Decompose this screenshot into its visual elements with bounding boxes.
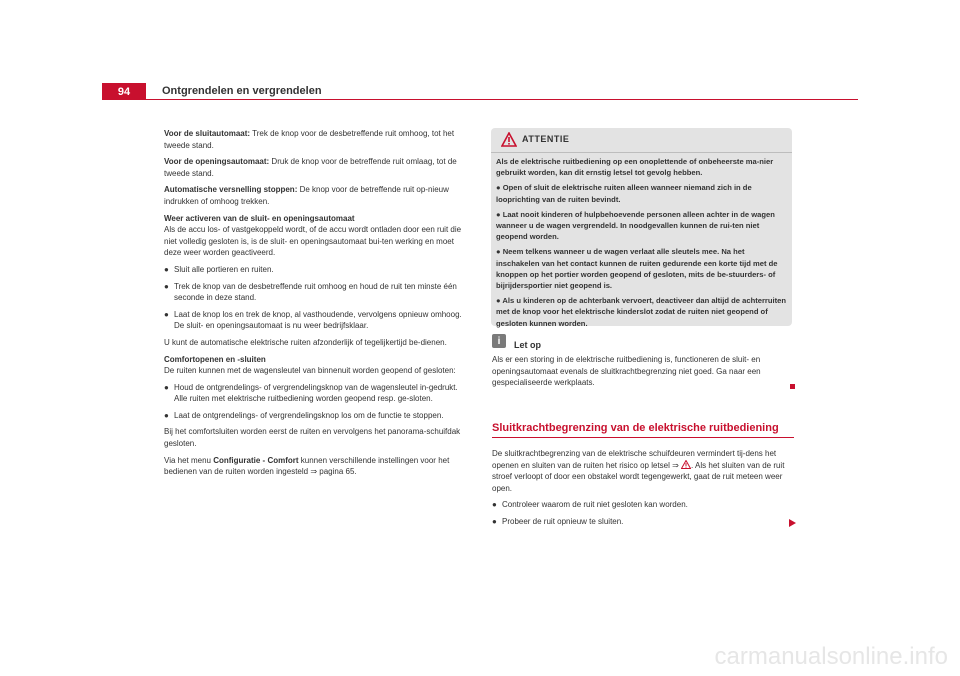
term-openingsautomaat: Voor de openingsautomaat: (164, 157, 270, 167)
bullet-dot: ● (492, 516, 497, 526)
text-sluitautomaat: Trek de knop voor de desbetreffende ruit omhoog, tot het tweede stand. (164, 129, 455, 150)
warning-header (491, 128, 792, 153)
continue-arrow-icon (789, 519, 796, 527)
section-title: Sluitkrachtbegrenzing van de elektrische ruitbediening (492, 422, 779, 434)
header-rule (146, 99, 858, 100)
paragraph-heractiveren (164, 213, 464, 259)
menu-path: Configuratie - Comfort (213, 455, 299, 465)
list-item-text: Laat de knop los en trek de knop, al vasthoudende, vervolgens opnieuw omhoog. De sluit- en openingsautomaat is nu weer bedrijfsklaar. (174, 309, 462, 331)
watermark-logo (608, 642, 948, 670)
bullet-dot: ● (164, 382, 169, 392)
list-item-text: Trek de knop van de desbetreffende ruit omhoog en houd de ruit ten minste één seconde in deze stand. (174, 281, 457, 303)
paragraph-panoramadak: Bij het comfortsluiten worden eerst de ruiten en vervolgens het panorama-schuifdak gesloten. (164, 427, 461, 449)
list-item (492, 499, 792, 511)
list-item-text: Laat de ontgrendelings- of vergrendelingsknop los om de functie te stoppen. (174, 410, 444, 420)
chapter-title: Ontgrendelen en vergrendelen (162, 85, 322, 97)
paragraph-comfort (164, 354, 464, 377)
warning-triangle-icon (501, 132, 517, 148)
paragraph-afzonderlijk: U kunt de automatische elektrische ruiten afzonderlijk of tegelijkertijd be-dienen. (164, 337, 447, 347)
term-stoppen: Automatische versnelling stoppen: (164, 185, 298, 195)
note-icon: i (492, 334, 506, 348)
paragraph-stoppen (164, 184, 464, 207)
text-stoppen: De knop voor de betreffende ruit op-nieuw indrukken of omhoog trekken. (164, 185, 449, 206)
paragraph-openingsautomaat (164, 156, 464, 179)
warning-paragraph: ● Als u kinderen op de achterbank vervoert, deactiveer dan altijd de achterruiten met de knop voor het elektrische kinderslot zodat de ruiten niet geopend of gesloten kunnen worden. (496, 296, 787, 328)
text-menu-a: Via het menu (164, 455, 214, 465)
section-rule (492, 437, 794, 438)
section-paragraph (492, 448, 792, 494)
section-text-a: De sluitkrachtbegrenzing van de elektrische schuifdeuren vermindert tij-dens het openen en sluiten van de ruiten het risico op letsel ⇒ (492, 449, 777, 470)
section-text-b: . Als het sluiten van de ruit stroef verloopt of door een obstakel wordt tegengewerkt, gaat de ruit meteen weer open. (492, 460, 785, 493)
text-menu-b: kunnen verschillende instellingen voor het bedienen van de ruiten worden ingesteld ⇒ pagina 65. (164, 455, 450, 477)
list-item (164, 410, 464, 422)
text-openingsautomaat: Druk de knop voor de betreffende ruit omlaag, tot de tweede stand. (164, 157, 457, 178)
note-text: Als er een storing in de elektrische ruitbediening is, functioneren de sluit- en openingsautomaat evenals de sluitkrachtbegrenzing niet goed. Ga naar een gespecialiseerde werkplaats. (492, 355, 761, 387)
watermark-text: carmanualsonline.info (714, 643, 948, 670)
list-item (164, 264, 464, 276)
term-sluitautomaat: Voor de sluitautomaat: (164, 129, 251, 138)
left-column (164, 128, 464, 483)
warning-title: ATTENTIE (522, 134, 570, 144)
section-end-square-icon (790, 384, 795, 389)
heading-comfort: Comfortopenen en -sluiten (164, 354, 266, 364)
text-comfort: De ruiten kunnen met de wagensleutel van binnenuit worden geopend of gesloten: (164, 366, 456, 376)
bullet-dot: ● (164, 264, 169, 274)
list-item-text: Controleer waarom de ruit niet gesloten kan worden. (502, 500, 688, 509)
warning-body (496, 156, 788, 333)
bullet-dot: ● (164, 410, 169, 420)
list-item (492, 516, 792, 528)
list-item-text: Houd de ontgrendelings- of vergrendelingsknop van de wagensleutel in-gedrukt. Alle ruiten met elektrische ruitbediening worden geopend resp. ge-sloten. (174, 382, 458, 404)
warning-paragraph: ● Open of sluit de elektrische ruiten alleen wanneer niemand zich in de looprichting van de ruiten bevindt. (496, 183, 752, 204)
list-item-text: Sluit alle portieren en ruiten. (174, 264, 274, 274)
section-body (492, 448, 792, 532)
warning-triangle-icon (681, 460, 691, 469)
warning-box (491, 128, 792, 326)
note-title: Let op (514, 340, 541, 350)
warning-paragraph: ● Neem telkens wanneer u de wagen verlaat alle sleutels mee. Na het inschakelen van het contact kunnen de ruiten gedurende een korte tijd met de knoppen op het portier worden geopend of gesloten, mits de be-stuurders- of bijrijdersportier niet geopend is. (496, 247, 778, 291)
warning-paragraph: ● Laat nooit kinderen of hulpbehoevende personen alleen achter in de wagen wanneer u de wagen vergrendeld. In noodgevallen kunnen de rui-ten niet geopend worden. (496, 209, 775, 242)
paragraph-menu (164, 455, 464, 478)
page-number: 94 (102, 83, 146, 100)
list-item-text: Probeer de ruit opnieuw te sluiten. (502, 516, 624, 526)
list-item (164, 382, 464, 405)
warning-paragraph: Als de elektrische ruitbediening op een onoplettende of onbeheerste ma-nier gebruikt worden, kan dit ernstig letsel tot gevolg hebben. (496, 157, 774, 178)
bullet-dot: ● (164, 309, 169, 319)
paragraph-sluitautomaat (164, 128, 464, 151)
text-heractiveren: Als de accu los- of vastgekoppeld wordt, of de accu wordt ontladen door een ruit die niet volledig gesloten is, is de sluit- en openingsautomaat bui-ten werking en moet deze weer worden geactiveerd. (164, 225, 462, 258)
bullet-dot: ● (164, 281, 169, 291)
heading-heractiveren: Weer activeren van de sluit- en openingsautomaat (164, 213, 355, 223)
list-item (164, 281, 464, 304)
list-item (164, 309, 464, 332)
bullet-dot: ● (492, 500, 497, 509)
